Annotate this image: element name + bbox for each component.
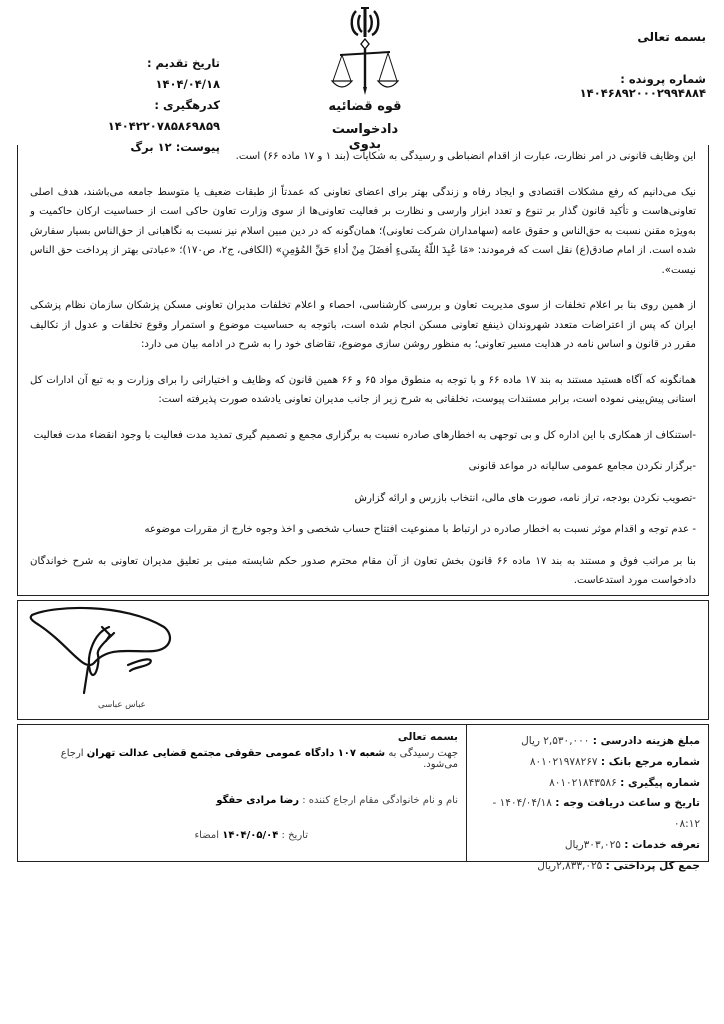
referrer-row [28, 795, 458, 806]
fee-value: ۳۰۳,۰۲۵ریال [564, 838, 621, 851]
judiciary-emblem-icon [330, 5, 400, 97]
fee-row [465, 773, 700, 794]
signatory-name: عباس عباسی [98, 700, 146, 710]
case-number: ۱۴۰۴۶۸۹۲۰۰۰۲۹۹۴۸۸۴ [579, 86, 706, 100]
referral-prefix: جهت رسیدگی به [388, 748, 458, 759]
violation-item: -برگزار نکردن مجامع عمومی سالیانه در مواعد قانونی [468, 461, 696, 472]
referral-text [28, 748, 458, 770]
fee-label: شماره مرجع بانک : [600, 755, 700, 768]
case-number-label: شماره پرونده : [620, 72, 706, 86]
referral-date: ۱۴۰۴/۰۵/۰۴ [222, 830, 279, 841]
referral-suffix: ارجاع می‌شود. [60, 748, 458, 770]
petition-body-box [17, 145, 709, 596]
fee-value: ۲,۵۳۰,۰۰۰ ریال [521, 735, 590, 747]
fee-label: شماره پیگیری : [620, 776, 700, 789]
submit-date-label: تاریخ تقدیم : [146, 56, 220, 70]
submit-date: ۱۴۰۴/۰۴/۱۸ [155, 77, 220, 91]
fee-row [465, 793, 700, 835]
handwritten-signature-icon [24, 605, 174, 700]
fee-value: ۸۰۱۰۲۱۹۷۸۲۶۷ [529, 755, 598, 768]
org-name: قوه قضائیه [328, 99, 402, 114]
tracking-code: ۱۴۰۴۲۲۰۷۸۵۸۶۹۸۵۹ [107, 119, 220, 133]
fee-row [465, 856, 700, 877]
referral-section [28, 731, 458, 841]
referral-date-row [28, 830, 308, 841]
body-paragraph: از همین روی بنا بر اعلام تخلفات از سوی مدیریت تعاون و بررسی کارشناسی، احصاء و اعلام تخلفات مدیران تعاونی مسکن پزشکان سازمان نظام پزشکی ایران که پس از اعتراضات متعدد شهروندان ذینفع تعاونی مسکن انجام شده است، باتوجه به حساسیت موضوع و استمرار وقوع تخلفات و عدول از تکالیف مقرر در قانون و اساس نامه در هدایت مسیر تعاونی؛ به منظور روشن سازی موضوع، تقاضای خود را به شرح در ادامه بیان می دارد: [30, 300, 696, 350]
body-paragraph: این وظایف قانونی در امر نظارت، عبارت از اقدام انضباطی و رسیدگی به شکایات (بند ۱ و ۱۷ ماده ۶۶) است. [235, 151, 696, 162]
submit-date-row [100, 53, 220, 95]
closing-paragraph: بنا بر مراتب فوق و مستند به بند ۱۷ ماده ۶۶ قانون بخش تعاون از آن مقام محترم صدور حکم شایسته مبنی بر تعلیق مدیران تعاونی به شرح خواندگان دادخواست مورد استدعاست. [30, 555, 696, 586]
footer-box [17, 724, 709, 872]
fee-value: ۲,۸۳۳,۰۲۵ریال [537, 859, 603, 872]
fee-value: ۸۰۱۰۲۱۸۴۳۵۸۶ [549, 776, 617, 789]
fee-value: ۱۴۰۴/۰۴/۱۸ - ۰۸:۱۲ [492, 797, 700, 831]
attachment-count: ۱۲ برگ [130, 140, 172, 154]
fee-label: تاریخ و ساعت دریافت وجه : [555, 797, 700, 810]
referrer-label: نام و نام خانوادگی مقام ارجاع کننده : [302, 795, 458, 806]
violation-item: -تصویب نکردن بودجه، تراز نامه، صورت های مالی، انتخاب بازرس و ارائه گزارش [354, 492, 696, 504]
fee-label: مبلغ هزینه دادرسی : [592, 735, 700, 747]
fee-label: تعرفه خدمات : [624, 838, 700, 851]
document-type-title: دادخواست بدوی [331, 122, 399, 152]
header-left [100, 53, 220, 158]
referral-branch: شعبه ۱۰۷ دادگاه عمومی حقوقی مجتمع قضایی عدالت تهران [86, 748, 386, 759]
attachment-label: پیوست: [175, 140, 220, 154]
fee-row [465, 835, 700, 856]
body-paragraph: همانگونه که آگاه هستید مستند به بند ۱۷ ماده ۶۶ و با توجه به منطوق مواد ۶۵ و ۶۶ همین قانون که وظایف و اختیاراتی را برای وزارت و به تبع آن ادارات کل استانی پیش‌بینی نموده است، برابر مستندات پیوست، تخلفاتی به شرح زیر از جانب مدیران تعاونی یادشده صورت پذیرفته است: [30, 374, 696, 405]
petition-body-text [18, 145, 708, 591]
body-paragraph: نیک می‌دانیم که رفع مشکلات اقتصادی و ایجاد رفاه و زندگی بهتر برای اعضای تعاونی که عمدتاً از طبقات ضعیف یا متوسط جامعه می‌باشند، هدف اصلی تعاونی‌هاست و تأکید قانون گذار بر تنوع و تعدد ابزار وارسی و نظارت بر فعالیت تعاونی‌ها از سوی وزارت تعاون حاکی است از حساسیت ارکان حاکمیت و به‌ویژه مقنن نسبت به حق‌الناس و حقوق عامه (سهامداران شرکت تعاونی)؛ همان‌گونه که در دین مبین اسلام نیز نسبت به نگاهبانی از حق‌الناس بسیار سفارش شده است. از امام صادق(ع) نقل است که فرمودند: «مَا عُبِدَ اللّهُ بِشَیءٍ أفضَلَ مِنْ أداءِ حَقِّ المُؤمِنِ» (الکافی، ج۲، ص۱۷۰)؛ «عبادتی بهتر از پرداخت حق الناس نیست». [30, 186, 696, 276]
fee-label: جمع کل پرداختی : [605, 859, 700, 872]
judiciary-emblem [315, 5, 415, 152]
referrer-name: رضا مرادی حقگو [216, 795, 300, 806]
signature-box [17, 600, 709, 720]
violation-item: - عدم توجه و اقدام موثر نسبت به اخطار صادره در ارتباط با ممنوعیت افتتاح حساب شخصی و اخذ وجوه خارج از مقررات موضوعه [144, 524, 696, 535]
fee-row [465, 731, 700, 752]
fee-row [465, 752, 700, 773]
fee-details [465, 731, 700, 877]
tracking-code-label: کدرهگیری : [154, 98, 220, 112]
case-number-row [506, 72, 706, 100]
tracking-code-row [100, 95, 220, 137]
referral-bism: بسمه تعالی [397, 731, 458, 743]
referral-date-label: تاریخ : [281, 830, 308, 841]
sign-label: امضاء [194, 830, 220, 841]
header-right [506, 30, 706, 100]
bism-heading: بسمه تعالی [637, 30, 706, 44]
violation-item: -استنکاف از همکاری با این اداره کل و بی توجهی به اخطارهای صادره نسبت به برگزاری مجمع و تصمیم گیری تمدید مدت فعالیت با وجود انقضاء مدت فعالیت [33, 429, 696, 441]
